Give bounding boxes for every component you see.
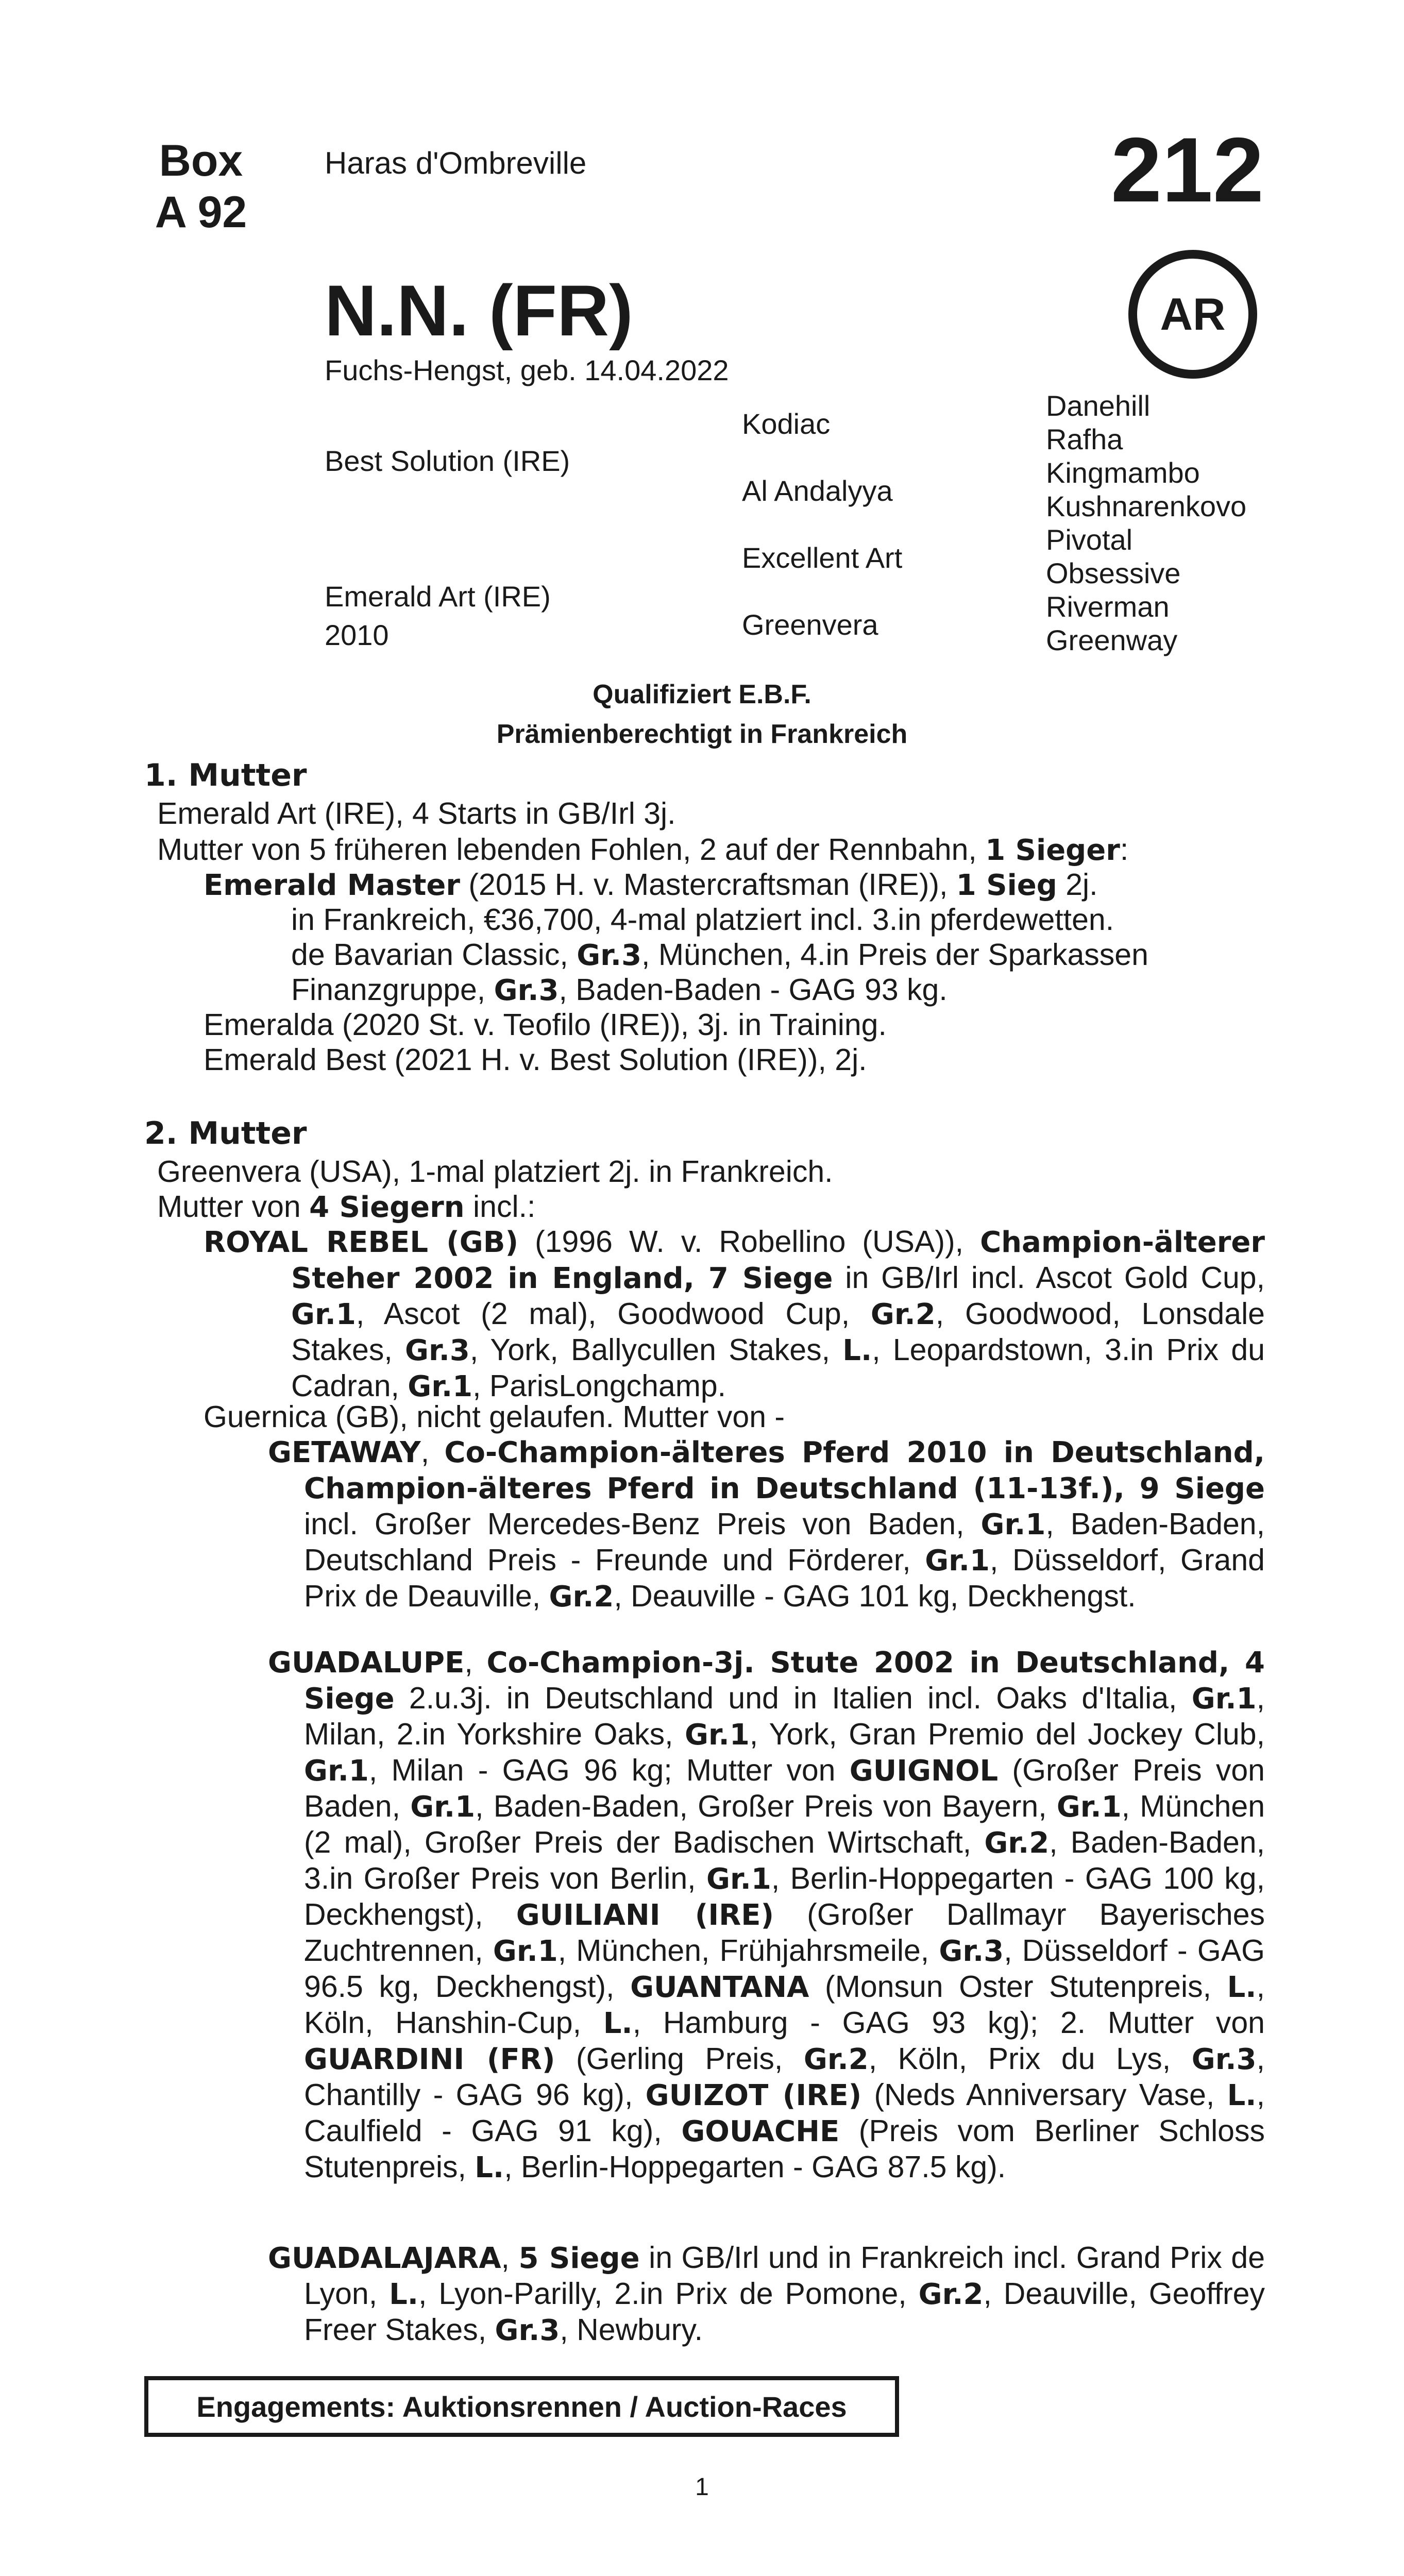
ar-badge-label: AR bbox=[1160, 289, 1226, 340]
first-dam-foal-2: Emeralda (2020 St. v. Teofilo (IRE)), 3j. in Training. bbox=[204, 1008, 887, 1042]
page-number: 1 bbox=[695, 2473, 709, 2501]
first-dam-foal-1-line2: in Frankreich, €36,700, 4-mal platziert incl. 3.in pferdewetten. bbox=[291, 903, 1114, 937]
pedigree-gen3-item: Kushnarenkovo bbox=[1046, 490, 1247, 522]
first-dam-foal-1: Emerald Master (2015 H. v. Mastercraftsman (IRE)), 1 Sieg 2j. bbox=[204, 868, 1098, 902]
pedigree-dam-year: 2010 bbox=[325, 619, 389, 651]
pedigree-gen3-list bbox=[1046, 389, 1246, 657]
second-dam-line1: Greenvera (USA), 1-mal platziert 2j. in Frankreich. bbox=[157, 1155, 833, 1189]
pedigree-gen2-2: Al Andalyya bbox=[742, 474, 893, 507]
box-label-text: Box bbox=[159, 136, 243, 185]
horse-name: N.N. (FR) bbox=[325, 270, 633, 351]
pedigree-gen2-1: Kodiac bbox=[742, 408, 831, 440]
pedigree-gen3-item: Obsessive bbox=[1046, 557, 1181, 589]
engagements-box bbox=[144, 2376, 899, 2437]
pedigree-gen3-item: Greenway bbox=[1046, 624, 1178, 656]
first-dam-foal-1-line3: de Bavarian Classic, Gr.3, München, 4.in Preis der Sparkassen bbox=[291, 938, 1148, 972]
box-number: A 92 bbox=[155, 188, 247, 237]
horse-description: Fuchs-Hengst, geb. 14.04.2022 bbox=[325, 354, 729, 386]
pedigree-gen2-4: Greenvera bbox=[742, 608, 878, 641]
pedigree-gen3-item: Pivotal bbox=[1046, 523, 1133, 556]
box-label bbox=[149, 135, 252, 238]
pedigree-gen3-item: Kingmambo bbox=[1046, 456, 1200, 489]
first-dam-foal-1-line4: Finanzgruppe, Gr.3, Baden-Baden - GAG 93 kg. bbox=[291, 973, 948, 1007]
pedigree-gen3-item: Danehill bbox=[1046, 389, 1151, 422]
pedigree-gen2-3: Excellent Art bbox=[742, 541, 903, 574]
second-dam-heading: 2. Mutter bbox=[144, 1115, 307, 1151]
second-dam-line2: Mutter von 4 Siegern incl.: bbox=[157, 1190, 536, 1224]
second-dam-royal-rebel: ROYAL REBEL (GB) (1996 W. v. Robellino (USA)), Champion-älterer Steher 2002 in England, 7 Siege in GB/Irl incl. Ascot Gold Cup, Gr.1, Ascot (2 mal), Goodwood Cup, Gr.2, Goodwood, Lonsdale Stakes, Gr.3, York, Ballycullen Stakes, L., Leopardstown, 3.in Prix du Cadran, Gr.1, ParisLongchamp. bbox=[204, 1225, 1265, 1403]
second-dam-getaway: GETAWAY, Co-Champion-älteres Pferd 2010 in Deutschland, Champion-älteres Pferd in Deutschland (11-13f.), 9 Siege incl. Großer Mercedes-Benz Preis von Baden, Gr.1, Baden-Baden, Deutschland Preis - Freunde und Förderer, Gr.1, Düsseldorf, Grand Prix de Deauville, Gr.2, Deauville - GAG 101 kg, Deckhengst. bbox=[268, 1435, 1265, 1614]
pedigree-dam: Emerald Art (IRE) bbox=[325, 580, 551, 613]
second-dam-guadalajara: GUADALAJARA, 5 Siege in GB/Irl und in Frankreich incl. Grand Prix de Lyon, L., Lyon-Parilly, 2.in Prix de Pomone, Gr.2, Deauville, Geoffrey Freer Stakes, Gr.3, Newbury. bbox=[268, 2241, 1265, 2347]
engagements-label: Engagements: Auktionsrennen / Auction-Races bbox=[196, 2390, 847, 2423]
pedigree-sire: Best Solution (IRE) bbox=[325, 445, 570, 477]
pedigree-gen3-item: Rafha bbox=[1046, 423, 1123, 455]
lot-number: 212 bbox=[1111, 118, 1264, 221]
first-dam-heading: 1. Mutter bbox=[144, 757, 307, 793]
qualification-ebf: Qualifiziert E.B.F. bbox=[593, 680, 811, 709]
first-dam-foal-3: Emerald Best (2021 H. v. Best Solution (IRE)), 2j. bbox=[204, 1043, 867, 1077]
breeder: Haras d'Ombreville bbox=[325, 146, 587, 180]
pedigree-gen3-item: Riverman bbox=[1046, 590, 1170, 623]
second-dam-guernica: Guernica (GB), nicht gelaufen. Mutter von - bbox=[204, 1400, 785, 1434]
first-dam-line1: Emerald Art (IRE), 4 Starts in GB/Irl 3j. bbox=[157, 796, 676, 831]
qualification-france: Prämienberechtigt in Frankreich bbox=[496, 719, 908, 749]
second-dam-guadalupe: GUADALUPE, Co-Champion-3j. Stute 2002 in Deutschland, 4 Siege 2.u.3j. in Deutschland und in Italien incl. Oaks d'Italia, Gr.1, Milan, 2.in Yorkshire Oaks, Gr.1, York, Gran Premio del Jockey Club, Gr.1, Milan - GAG 96 kg; Mutter von GUIGNOL (Großer Preis von Baden, Gr.1, Baden-Baden, Großer Preis von Bayern, Gr.1, München (2 mal), Großer Preis der Badischen Wirtschaft, Gr.2, Baden-Baden, 3.in Großer Preis von Berlin, Gr.1, Berlin-Hoppegarten - GAG 100 kg, Deckhengst), GUILIANI (IRE) (Großer Dallmayr Bayerisches Zuchtrennen, Gr.1, München, Frühjahrsmeile, Gr.3, Düsseldorf - GAG 96.5 kg, Deckhengst), GUANTANA (Monsun Oster Stutenpreis, L., Köln, Hanshin-Cup, L., Hamburg - GAG 93 kg); 2. Mutter von GUARDINI (FR) (Gerling Preis, Gr.2, Köln, Prix du Lys, Gr.3, Chantilly - GAG 96 kg), GUIZOT (IRE) (Neds Anniversary Vase, L., Caulfield - GAG 91 kg), GOUACHE (Preis vom Berliner Schloss Stutenpreis, L., Berlin-Hoppegarten - GAG 87.5 kg). bbox=[268, 1645, 1265, 2184]
ar-badge bbox=[1128, 250, 1257, 379]
first-dam-line2: Mutter von 5 früheren lebenden Fohlen, 2 auf der Rennbahn, 1 Sieger: bbox=[157, 833, 1129, 867]
